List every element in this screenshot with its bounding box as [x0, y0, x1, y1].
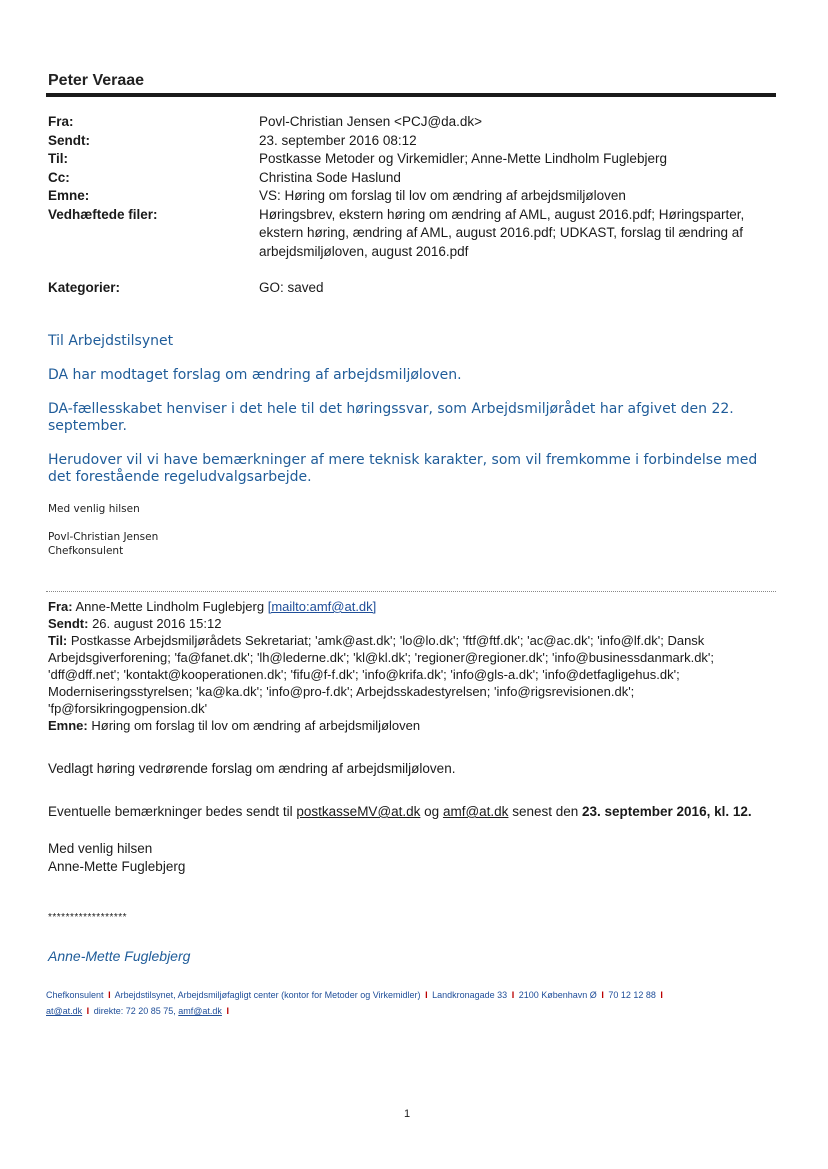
fwd-from-line [48, 598, 774, 615]
header-to-row [48, 150, 768, 169]
sent-label: Sendt: [48, 132, 90, 148]
to-value: Postkasse Metoder og Virkemidler; Anne-Mette Lindholm Fuglebjerg [259, 151, 667, 166]
signature-block-name: Anne-Mette Fuglebjerg [48, 948, 191, 964]
fwd-greeting: Med venlig hilsen Anne-Mette Fuglebjerg [48, 841, 186, 874]
deadline-date: 23. september 2016, kl. 12. [582, 804, 752, 819]
mailbox-owner: Peter Veraae [48, 72, 145, 89]
postkasse-link[interactable]: postkasseMV@at.dk [296, 804, 421, 819]
subject-value: VS: Høring om forslag til lov om ændring af arbejdsmiljøloven [259, 188, 626, 203]
message-greeting: Med venlig hilsen [48, 503, 140, 515]
fwd-sent-value: 26. august 2016 15:12 [92, 616, 222, 631]
cc-value: Christina Sode Haslund [259, 169, 401, 185]
fwd-from-label: Fra: [48, 599, 73, 614]
attachments-value: Høringsbrev, ekstern høring om ændring af AML, august 2016.pdf; Høringsparter, ekstern høring, ændring af AML, august 2016.pdf; UDKAST, forslag til ændring af arbejdsmiljøloven, august 2016.pdf [259, 206, 745, 259]
header-sent-row [48, 132, 768, 151]
from-label: Fra: [48, 114, 74, 129]
sig-amf-link[interactable]: amf@at.dk [178, 1006, 222, 1016]
header-from-row [48, 113, 768, 132]
message-signature [48, 531, 158, 558]
forwarded-header [48, 598, 774, 734]
message-paragraph-1: DA har modtaget forslag om ændring af arbejdsmiljøloven. [48, 367, 462, 383]
page-number: 1 [404, 1108, 411, 1120]
header-cc-row [48, 169, 768, 188]
fwd-to-value: Postkasse Arbejdsmiljørådets Sekretariat; 'amk@ast.dk'; 'lo@lo.dk'; 'ftf@ftf.dk'; 'ac@ac.dk'; 'info@lf.dk'; Dansk Arbejdsgiverforening; 'fa@fanet.dk'; 'lh@lederne.dk'; 'kl@kl.dk'; 'regioner@regioner.dk'; 'info@businessdanmark.dk'; 'dff@dff.net'; 'kontakt@kooperationen.dk'; 'fifu@f-f.dk'; 'info@krifa.dk'; 'info@gls-a.dk'; 'info@detfagligehus.dk'; Moderniseringsstyrelsen; 'ka@ka.dk'; 'info@pro-f.dk'; Arbejdsskadestyrelsen; 'info@rigsrevisionen.dk'; 'fp@forsikringogpension.dk' [48, 633, 715, 716]
categories-value: GO: saved [259, 280, 324, 295]
attachments-label: Vedhæftede filer: [48, 206, 158, 222]
attachment-note: Vedlagt høring vedrørende forslag om ændring af arbejdsmiljøloven. [48, 761, 456, 776]
categories-label: Kategorier: [48, 280, 121, 295]
fwd-subject-label: Emne: [48, 718, 88, 733]
fwd-sender-name: Anne-Mette Fuglebjerg [48, 859, 186, 874]
fwd-subject-value: Høring om forslag til lov om ændring af arbejdsmiljøloven [91, 718, 421, 733]
fwd-to-line [48, 632, 774, 717]
message-salutation: Til Arbejdstilsynet [48, 333, 174, 349]
signature-title: Chefkonsulent [48, 544, 124, 557]
subject-label: Emne: [48, 188, 90, 203]
message-paragraph-3: Herudover vil vi have bemærkninger af mere teknisk karakter, som vil fremkomme i forbindelse med det forestående regeludvalgsarbejde. [48, 452, 758, 485]
message-paragraph-2: DA-fællesskabet henviser i det hele til det høringssvar, som Arbejdsmiljørådet har afgivet den 22. september. [48, 401, 734, 434]
fwd-from-value: Anne-Mette Lindholm Fuglebjerg [75, 599, 265, 614]
header-subject-row [48, 187, 768, 206]
forward-separator [46, 591, 776, 592]
separator-stars: ****************** [48, 912, 128, 923]
email-header [48, 113, 768, 298]
header-categories-row [48, 279, 768, 298]
fwd-sent-line [48, 615, 774, 632]
sig-at-link[interactable]: at@at.dk [46, 1006, 83, 1016]
header-attachments-row [48, 206, 768, 262]
from-value: Povl-Christian Jensen <PCJ@da.dk> [259, 114, 483, 129]
signature-name: Povl-Christian Jensen [48, 531, 159, 543]
to-label: Til: [48, 151, 68, 166]
signature-details: Chefkonsulent I Arbejdstilsynet, Arbejdsmiljøfagligt center (kontor for Metoder og Virkemidler) I Landkronagade 33 I 2100 København Ø I 70 12 12 88 I at@at.dk I direkte: 72 20 85 75, amf@at.dk I [46, 990, 663, 1016]
cc-label: Cc: [48, 169, 70, 185]
fwd-to-label: Til: [48, 633, 68, 648]
amf-link[interactable]: amf@at.dk [442, 804, 509, 819]
fwd-subject-line [48, 717, 774, 734]
fwd-mailto-link[interactable]: [mailto:amf@at.dk] [267, 599, 377, 614]
sent-value: 23. september 2016 08:12 [259, 132, 417, 148]
header-rule [46, 93, 776, 97]
fwd-sent-label: Sendt: [48, 616, 89, 631]
deadline-note: Eventuelle bemærkninger bedes sendt til postkasseMV@at.dk og amf@at.dk senest den 23. september 2016, kl. 12. [48, 804, 752, 819]
